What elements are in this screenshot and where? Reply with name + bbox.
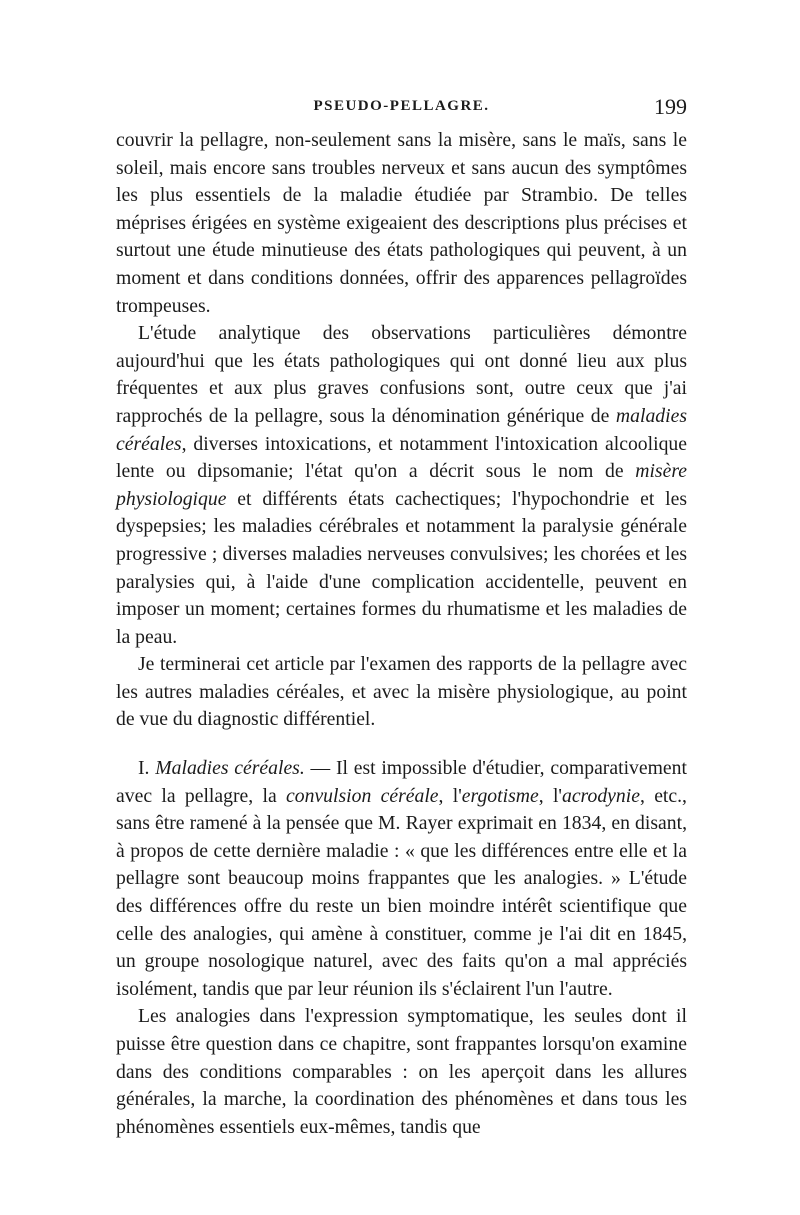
italic-term: maladies céréales <box>116 404 687 455</box>
section-paragraph-maladies-cereales: I. Maladies céréales. — Il est impossible d'étudier, comparativement avec la pellagre, la convulsion céréale, l'ergotisme, l'acrodynie, etc., sans être ramené à la pensée que M. Rayer exprimait en 1834, en disant, à propos de cette dernière maladie : « que les différences entre elle et la pellagre sont beaucoup moins frappantes que les analogies. » L'étude des différences offre du reste un bien moindre intérêt scientifique que celle des analogies, qui amène à constituer, comme je l'ai dit en 1845, un groupe nosologique naturel, avec des faits qu'on a mal appréciés isolément, tandis que par leur réunion ils s'éclairent l'un l'autre. <box>116 757 687 1000</box>
running-title: PSEUDO-PELLAGRE. <box>313 98 490 114</box>
italic-term: misère physiologique <box>116 460 687 510</box>
body-text <box>116 127 687 1141</box>
section-heading: Maladies céréales. <box>155 757 305 780</box>
paragraph-1: couvrir la pellagre, non-seulement sans la misère, sans le maïs, sans le soleil, mais encore sans troubles nerveux et sans aucun des symptômes les plus essentiels de la maladie étudiée par Strambio. De telles méprises érigées en système exigeaient des descriptions plus précises et surtout une étude minutieuse des états pathologiques qui peuvent, à un moment et dans conditions données, offrir des apparences pellagroïdes trompeuses. <box>116 129 687 317</box>
paragraph-5: Les analogies dans l'expression symptomatique, les seules dont il puisse être question dans ce chapitre, sont frappantes lorsqu'on examine dans des conditions comparables : on les aperçoit dans les allures générales, la marche, la coordination des phénomènes et dans tous les phénomènes essentiels eux-mêmes, tandis que <box>116 1005 687 1138</box>
italic-term: ergotisme <box>461 784 539 807</box>
page-header <box>116 96 687 124</box>
paragraph-3: Je terminerai cet article par l'examen des rapports de la pellagre avec les autres maladies céréales, et avec la misère physiologique, au point de vue du diagnostic différentiel. <box>116 653 687 731</box>
page-number: 199 <box>654 94 687 119</box>
italic-term: acrodynie <box>561 784 640 807</box>
paragraph-2: L'étude analytique des observations particulières démontre aujourd'hui que les états pathologiques qui ont donné lieu aux plus fréquentes et aux plus graves confusions sont, outre ceux que j'ai rapprochés de la pellagre, sous la dénomination générique de maladies céréales, diverses intoxications, et notamment l'intoxication alcoolique lente ou dipsomanie; l'état qu'on a décrit sous le nom de misère physiologique et différents états cachectiques; l'hypochondrie et les dyspepsies; les maladies cérébrales et notamment la paralysie générale progressive ; diverses maladies nerveuses convulsives; les chorées et les paralysies qui, à l'aide d'une complication accidentelle, peuvent en imposer un moment; certaines formes du rhumatisme et les maladies de la peau. <box>116 322 687 648</box>
italic-term: convulsion céréale <box>286 784 439 807</box>
